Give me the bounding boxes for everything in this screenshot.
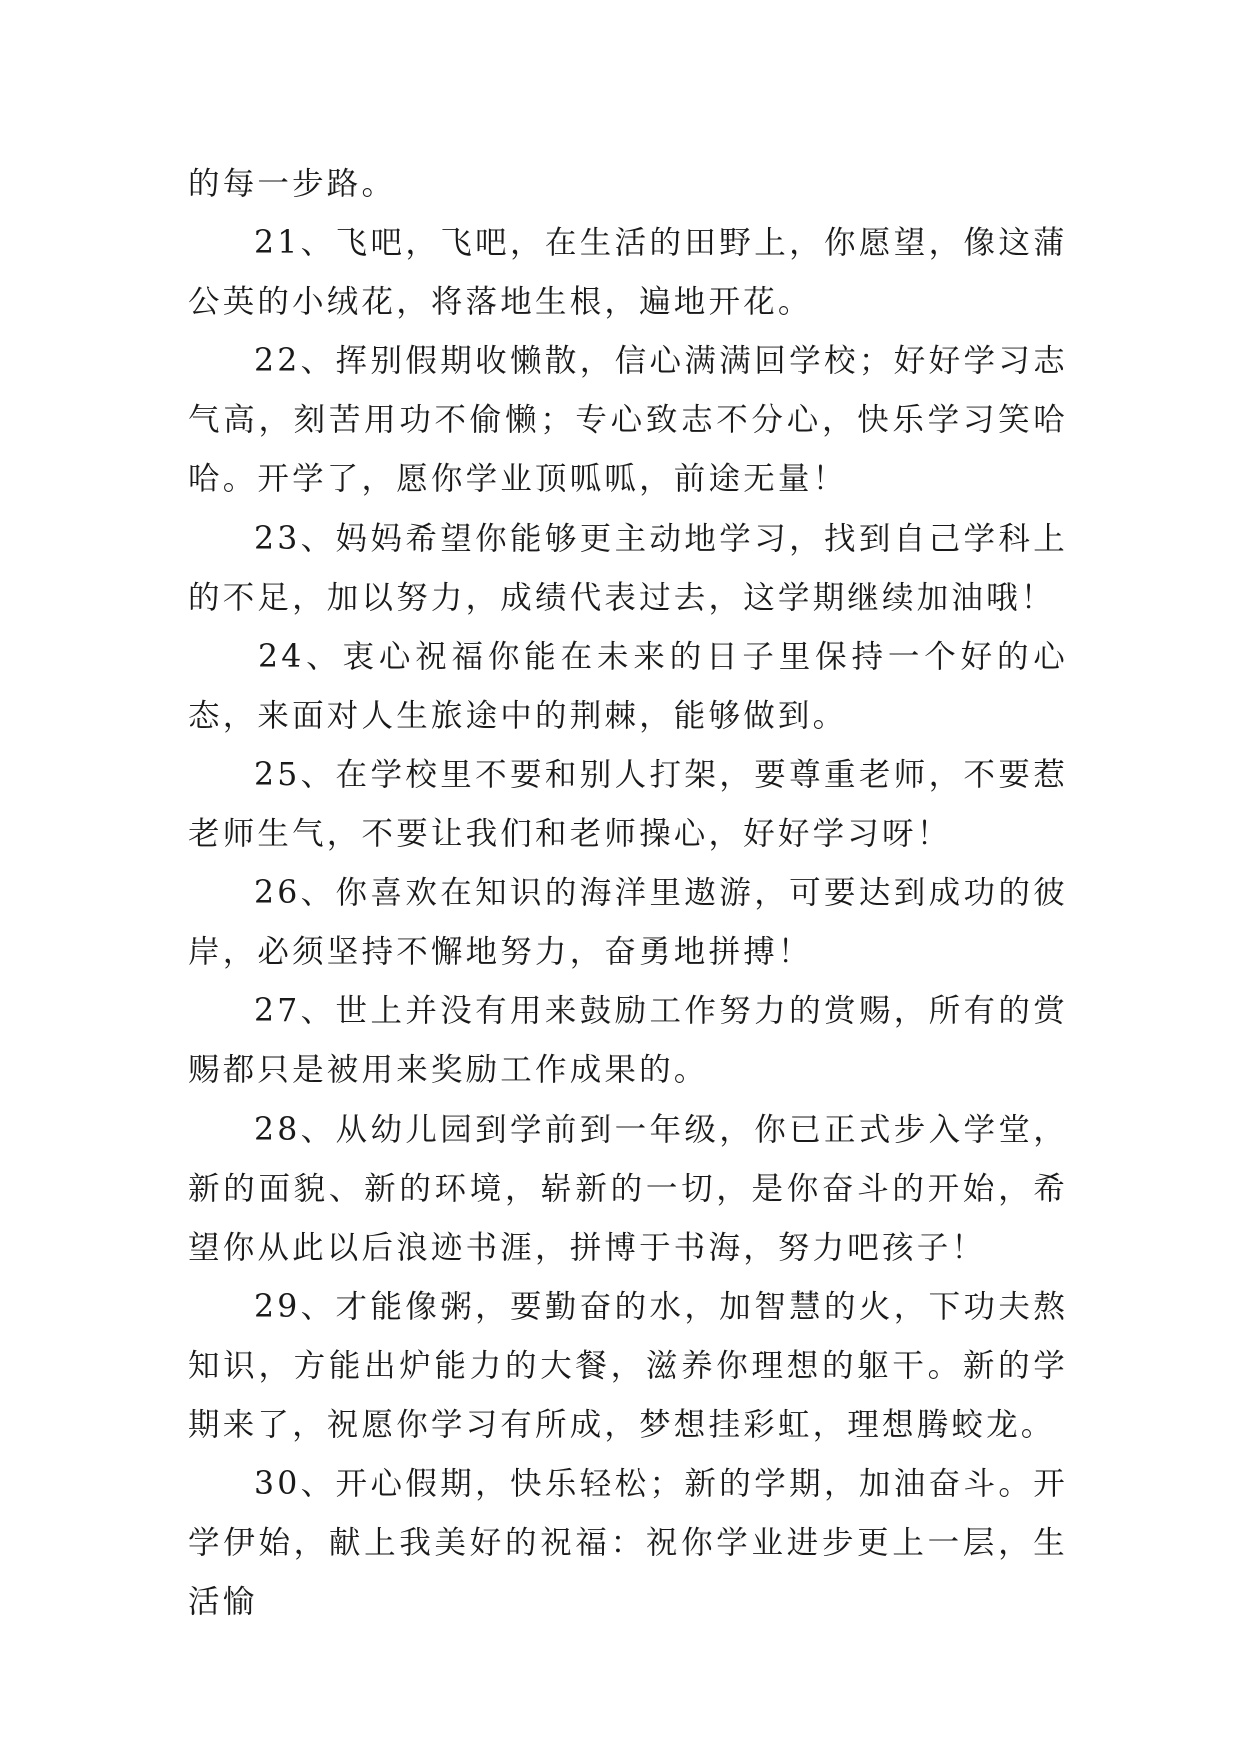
- paragraph-27: 27、世上并没有用来鼓励工作努力的赏赐，所有的赏赐都只是被用来奖励工作成果的。: [188, 993, 1068, 1089]
- paragraph-21: 21、飞吧，飞吧，在生活的田野上，你愿望，像这蒲公英的小绒花，将落地生根，遍地开花。: [188, 225, 1068, 321]
- paragraph-26: 26、你喜欢在知识的海洋里遨游，可要达到成功的彼岸，必须坚持不懈地努力，奋勇地拼搏！: [188, 875, 1068, 971]
- paragraph-24: 24、衷心祝福你能在未来的日子里保持一个好的心态，来面对人生旅途中的荆棘，能够做到。: [188, 638, 1068, 734]
- paragraph-22: 22、挥别假期收懒散，信心满满回学校；好好学习志气高，刻苦用功不偷懒；专心致志不分心，快乐学习笑哈哈。开学了，愿你学业顶呱呱，前途无量！: [188, 343, 1068, 498]
- paragraph-25: 25、在学校里不要和别人打架，要尊重老师，不要惹老师生气，不要让我们和老师操心，好好学习呀！: [188, 756, 1068, 853]
- document-body: [188, 155, 1068, 1632]
- paragraph-30: 30、开心假期，快乐轻松；新的学期，加油奋斗。开学伊始，献上我美好的祝福：祝你学业进步更上一层，生活愉: [188, 1466, 1068, 1621]
- paragraph-28: 28、从幼儿园到学前到一年级，你已正式步入学堂，新的面貌、新的环境，崭新的一切，是你奋斗的开始，希望你从此以后浪迹书涯，拼博于书海，努力吧孩子！: [188, 1111, 1068, 1266]
- paragraph-23: 23、妈妈希望你能够更主动地学习，找到自己学科上的不足，加以努力，成绩代表过去，这学期继续加油哦！: [188, 520, 1068, 616]
- paragraph-29: 29、才能像粥，要勤奋的水，加智慧的火，下功夫熬知识，方能出炉能力的大餐，滋养你理想的躯干。新的学期来了，祝愿你学习有所成，梦想挂彩虹，理想腾蛟龙。: [188, 1288, 1068, 1443]
- paragraph-continuation: 的每一步路。: [188, 166, 397, 202]
